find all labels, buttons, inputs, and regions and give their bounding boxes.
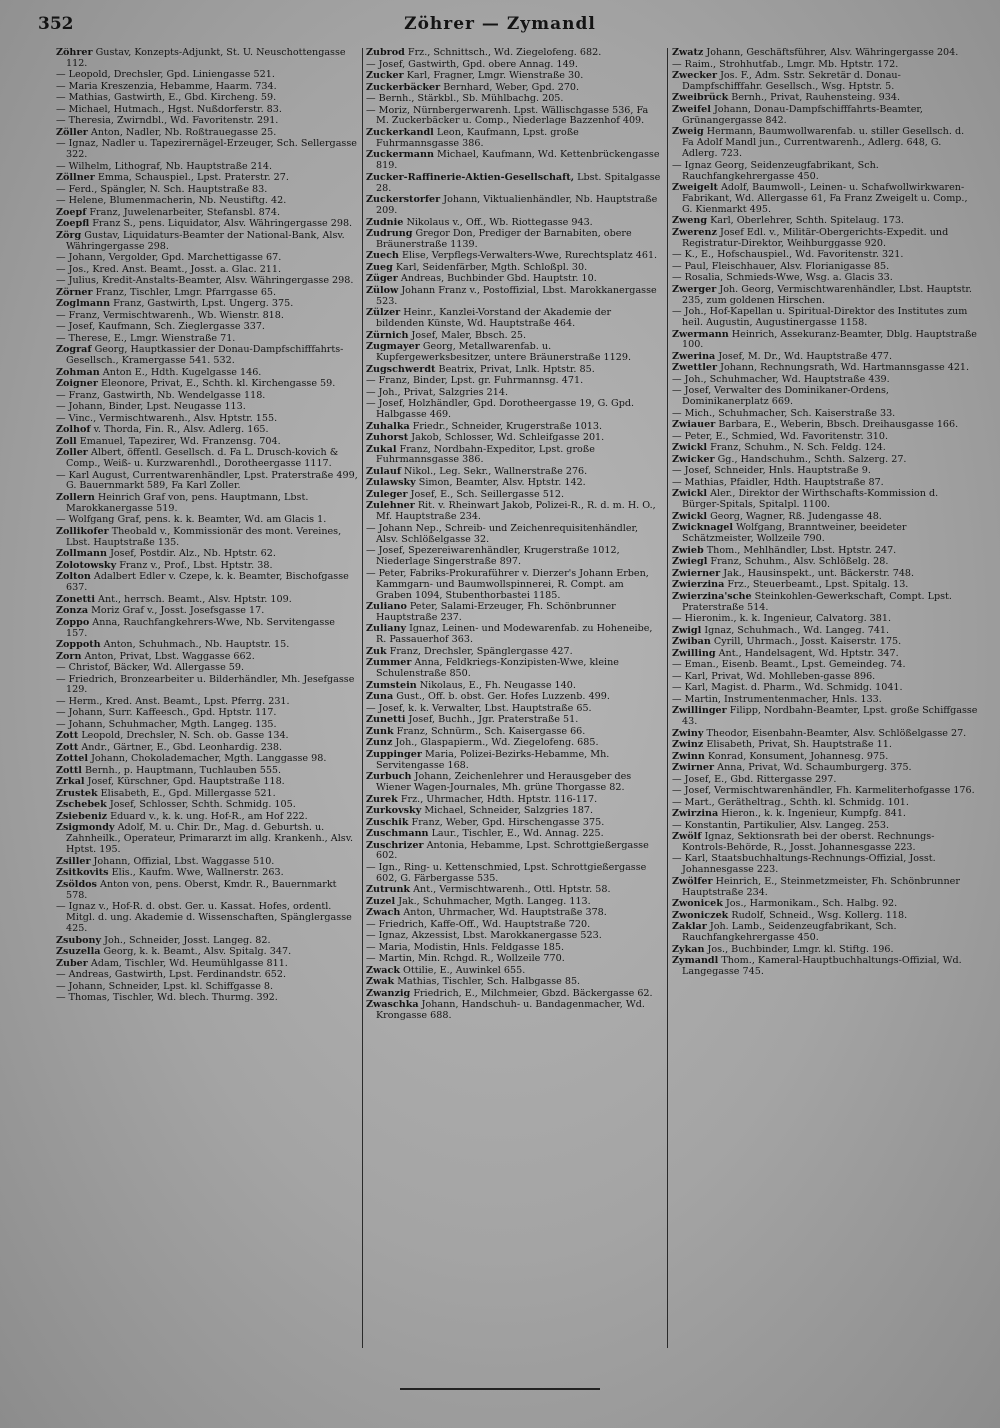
directory-entry: Zweifel Johann, Donau-Dampfschifffahrts-Beamter, Grünangergasse 842. (672, 103, 923, 126)
directory-entry: Zuleger Josef, E., Sch. Seillergasse 512. (366, 488, 565, 500)
directory-entry: Zuckerkandl Leon, Kaufmann, Lpst. große Fuhrmannsgasse 386. (366, 126, 579, 149)
directory-entry: Zymandl Thom., Kameral-Hauptbuchhaltungs-Offizial, Wd. Langegasse 745. (672, 955, 962, 978)
directory-entry: Zwickl Franz, Schuhm., N. Sch. Feldg. 124. (672, 442, 886, 454)
directory-entry: Zwilling Ant., Handelsagent, Wd. Hptstr. 347. (672, 647, 899, 659)
directory-entry: Zaklar Joh. Lamb., Seidenzeugfabrikant, Sch. Rauchfangkehrergasse 450. (672, 921, 897, 944)
directory-entry: Zuppinger Maria, Polizei-Bezirks-Hebamme, Mh. Servitengasse 168. (366, 748, 610, 771)
directory-entry: — Peter, Fabriks-Prokuraführer v. Dierzer's Johann Erben, Kammgarn- und Baumwollspinnerei, R. Compt. am Graben 1094, Stubenthorbastei 1185. (366, 567, 649, 601)
directory-entry: Zukal Franz, Nordbahn-Expeditor, Lpst. große Fuhrmannsgasse 386. (366, 443, 595, 466)
directory-entry: Zuhalka Friedr., Schneider, Krugerstraße 1013. (366, 420, 603, 432)
directory-entry: Zoll Emanuel, Tapezirer, Wd. Franzensg. 704. (56, 435, 281, 447)
directory-entry: — Martin, Min. Rchgd. R., Wollzeile 770. (366, 953, 565, 965)
directory-entry: Zuschmann Laur., Tischler, E., Wd. Annag. 225. (366, 828, 604, 840)
directory-entry: Zwierzina Frz., Steuerbeamt., Lpst. Spitalg. 13. (672, 579, 909, 591)
directory-entry: Zwiban Cyrill, Uhrmach., Josst. Kaiserstr. 175. (672, 636, 902, 648)
directory-entry: Zülow Johann Franz v., Postoffizial, Lbst. Marokkanergasse 523. (366, 284, 657, 307)
directory-entry: — Eman., Eisenb. Beamt., Lpst. Gemeindeg. 74. (672, 659, 906, 671)
directory-entry: Zwinn Konrad, Konsument, Johannesg. 975. (672, 750, 889, 762)
directory-entry: Zwatz Johann, Geschäftsführer, Alsv. Währingergasse 204. (672, 48, 959, 58)
directory-entry: Zwaschka Johann, Handschuh- u. Bandagenmacher, Wd. Krongasse 688. (366, 999, 645, 1022)
directory-entry: — Josef, Spezereiwarenhändler, Krugerstraße 1012, Niederlage Singerstraße 897. (366, 545, 620, 568)
directory-entry: Zuech Elise, Verpflegs-Verwalters-Wwe, Rurechtsplatz 461. (366, 250, 658, 262)
directory-entry: — Julius, Kredit-Anstalts-Beamter, Alsv. Währingergasse 298. (56, 275, 354, 287)
directory-entry: — Ignaz Georg, Seidenzeugfabrikant, Sch. Rauchfangkehrergasse 450. (672, 159, 879, 182)
directory-entry: Zwiauer Barbara, E., Weberin, Bbsch. Dreihausgasse 166. (672, 419, 959, 431)
page-number: 352 (38, 14, 74, 34)
directory-entry: Zörner Franz, Tischler, Lmgr. Pfarrgasse 65. (56, 286, 277, 298)
directory-entry: — Rosalia, Schmieds-Wwe, Wsg. a. Glacis 33. (672, 272, 893, 284)
directory-entry: — Josef, k. k. Verwalter, Lbst. Hauptstraße 65. (366, 702, 592, 714)
directory-entry: — Leopold, Drechsler, Gpd. Liniengasse 521. (56, 69, 275, 81)
directory-entry: — K., E., Hofschauspiel., Wd. Favoritenstr. 321. (672, 249, 904, 261)
directory-entry: — Konstantin, Partikulier, Alsv. Langeg. 253. (672, 819, 890, 831)
directory-entry: Zott Andr., Gärtner, E., Gbd. Leonhardig. 238. (56, 741, 283, 753)
directory-entry: Zudnie Nikolaus v., Off., Wb. Riottegasse 943. (366, 216, 593, 228)
directory-entry: Zwillinger Filipp, Nordbahn-Beamter, Lpst. große Schiffgasse 43. (672, 705, 978, 727)
directory-entry: Zoigner Eleonore, Privat, E., Schth. kl. Kirchengasse 59. (56, 378, 336, 390)
directory-entry: — Josef, Holzhändler, Gpd. Dorotheergasse 19, G. Gpd. Halbgasse 469. (366, 398, 635, 421)
directory-entry: — Vinc., Vermischtwarenh., Alsv. Hptstr. 155. (56, 412, 278, 424)
directory-entry: — Franz, Binder, Lpst. gr. Fuhrmannsg. 471. (366, 375, 584, 387)
directory-entry: Zudrung Gregor Don, Prediger der Barnabiten, obere Bräunerstraße 1139. (366, 228, 632, 250)
directory-entry: Zwirner Anna, Privat, Wd. Schaumburgerg. 375. (672, 762, 912, 773)
directory-entry: Zwierner Jak., Hausinspekt., unt. Bäckerstr. 748. (672, 567, 915, 579)
directory-entry: Zwicker Gg., Handschuhm., Schth. Salzerg. 27. (672, 453, 907, 465)
directory-entry: Zwak Mathias, Tischler, Sch. Halbgasse 85. (366, 976, 581, 988)
directory-entry: — Ignaz, Nadler u. Tapezirernägel-Erzeuger, Sch. Sellergasse 322. (56, 138, 357, 161)
directory-entry: Zuckerstorfer Johann, Viktualienhändler, Nb. Hauptstraße 209. (366, 194, 658, 217)
directory-entry: — Johann, Schuhmacher, Mgth. Langeg. 135. (56, 718, 277, 730)
directory-entry: Zulauf Nikol., Leg. Sekr., Wallnerstraße 276. (366, 465, 588, 477)
directory-entry: Zuckerbäcker Bernhard, Weber, Gpd. 270. (366, 81, 580, 93)
directory-entry: Zollikofer Theobald v., Kommissionär des mont. Vereines, Lbst. Hauptstraße 135. (56, 525, 342, 548)
directory-entry: Zugmayer Georg, Metallwarenfab. u. Kupfergewerksbesitzer, untere Bräunerstraße 1129. (366, 341, 632, 364)
directory-entry: Zwirzina Hieron., k. k. Ingenieur, Kumpfg. 841. (672, 808, 906, 819)
directory-entry: Zuzel Jak., Schuhmacher, Mgth. Langeg. 113. (366, 895, 591, 907)
directory-entry: — Herm., Kred. Anst. Beamt., Lpst. Pferrg. 231. (56, 695, 290, 707)
directory-entry: Zwickl Aler., Direktor der Wirthschafts-Kommission d. Bürger-Spitals, Spitalpl. 1100. (672, 488, 939, 511)
directory-entry: — Ignaz, Akzessist, Lbst. Marokkanergasse 523. (366, 930, 602, 942)
directory-entry: Zucker-Raffinerie-Aktien-Gesellschaft, Lbst. Spitalgasse 28. (366, 171, 661, 194)
directory-entry: Zörg Gustav, Liquidaturs-Beamter der National-Bank, Alsv. Währingergasse 298. (56, 229, 345, 252)
directory-entry: — Josef, Kaufmann, Sch. Zieglergasse 337. (56, 321, 265, 333)
directory-entry: Zoglmann Franz, Gastwirth, Lpst. Ungerg. 375. (56, 298, 294, 310)
directory-entry: — Mich., Schuhmacher, Sch. Kaiserstraße 33. (672, 407, 896, 419)
directory-entry: Zuhorst Jakob, Schlosser, Wd. Schleifgasse 201. (366, 432, 605, 444)
directory-entry: Zuna Gust., Off. b. obst. Ger. Hofes Luzzenb. 499. (366, 691, 610, 703)
directory-entry: Zoller Albert, öffentl. Gesellsch. d. Fa L. Drusch-kovich & Comp., Weiß- u. Kurzwarenhdl., Dorotheergasse 1117. (56, 447, 339, 470)
directory-entry: — Karl, Privat, Wd. Mohlleben-gasse 896. (672, 670, 876, 682)
directory-entry: Zsiebeniz Eduard v., k. k. ung. Hof-R., am Hof 222. (56, 810, 308, 822)
directory-entry: Zsuzella Georg, k. k. Beamt., Alsv. Spitalg. 347. (56, 946, 292, 957)
directory-entry: Zuliano Peter, Salami-Erzeuger, Fh. Schönbrunner Hauptstraße 237. (366, 601, 616, 623)
page-header (30, 14, 970, 42)
directory-entry: — Wolfgang Graf, pens. k. k. Beamter, Wd. am Glacis 1. (56, 514, 327, 526)
directory-entry: Zunetti Josef, Buchh., Jgr. Praterstraße 51. (366, 714, 579, 726)
directory-entry: Zummer Anna, Feldkriegs-Konzipisten-Wwe, kleine Schulenstraße 850. (366, 657, 619, 680)
directory-entry: Zograf Georg, Hauptkassier der Donau-Dampfschifffahrts-Gesellsch., Kramergasse 541. 532. (56, 344, 344, 367)
directory-entry: Zsiller Johann, Offizial, Lbst. Waggasse 510. (56, 855, 275, 867)
directory-entry: Zottl Bernh., p. Hauptmann, Tuchlauben 555. (56, 764, 282, 776)
directory-entry: Zugschwerdt Beatrix, Privat, Lnlk. Hptstr. 85. (366, 363, 595, 375)
directory-entry: Zutrunk Ant., Vermischtwarenh., Ottl. Hptstr. 58. (366, 884, 611, 896)
directory-entry: — Raim., Strohhutfab., Lmgr. Mb. Hptstr. 172. (672, 58, 899, 70)
directory-entry: Zollmann Josef, Postdir. Alz., Nb. Hptstr. 62. (56, 548, 276, 560)
directory-entry: Zwölfer Heinrich, E., Steinmetzmeister, Fh. Schönbrunner Hauptstraße 234. (672, 875, 960, 898)
directory-entry: — Franz, Vermischtwarenh., Wb. Wienstr. 818. (56, 309, 284, 321)
directory-entry: Zsigmondy Adolf, M. u. Chir. Dr., Mag. d. Geburtsh. u. Zahnheilk., Operateur, Primararzt im allg. Krankenh., Alsv. Hptst. 195. (56, 822, 354, 856)
directory-entry: Zueg Karl, Seidenfärber, Mgth. Schloßpl. 30. (366, 261, 588, 273)
directory-entry: Züger Andreas, Buchbinder Gbd. Hauptstr. 10. (366, 273, 597, 285)
directory-entry: Zwach Anton, Uhrmacher, Wd. Hauptstraße 378. (366, 907, 607, 919)
directory-entry: — Andreas, Gastwirth, Lpst. Ferdinandstr. 652. (56, 969, 287, 980)
directory-entry: Zwecker Jos. F., Adm. Sstr. Sekretär d. Donau-Dampfschifffahr. Gesellsch., Wsg. Hptstr. 5. (672, 70, 901, 92)
directory-entry: Zwerina Josef, M. Dr., Wd. Hauptstraße 477. (672, 350, 893, 362)
directory-entry: Zoppoth Anton, Schuhmach., Nb. Hauptstr. 15. (56, 639, 290, 651)
directory-entry: Zsubony Joh., Schneider, Josst. Langeg. 82. (56, 934, 271, 946)
directory-entry: — Jos., Kred. Anst. Beamt., Josst. a. Glac. 211. (56, 263, 282, 275)
directory-entry: Zunz Joh., Glaspapierm., Wd. Ziegelofeng. 685. (366, 737, 599, 749)
directory-entry: Zöllner Emma, Schauspiel., Lpst. Praterstr. 27. (56, 172, 289, 184)
directory-entry: — Ferd., Spängler, N. Sch. Hauptstraße 83. (56, 183, 268, 195)
directory-entry: — Josef, Verwalter des Dominikaner-Ordens, Dominikanerplatz 669. (672, 385, 889, 408)
directory-entry: — Mart., Gerätheltrag., Schth. kl. Schmidg. 101. (672, 796, 909, 808)
directory-entry: Zott Leopold, Drechsler, N. Sch. ob. Gasse 134. (56, 730, 289, 742)
directory-entry: — Maria, Modistin, Hnls. Feldgasse 185. (366, 941, 565, 953)
directory-entry: Zohman Anton E., Hdth. Kugelgasse 146. (56, 366, 262, 378)
directory-entry: — Karl, Staatsbuchhaltungs-Rechnungs-Offizial, Josst. Johannesgasse 223. (672, 853, 936, 876)
column-middle (366, 48, 662, 1368)
directory-entry: Zuschik Franz, Weber, Gpd. Hirschengasse 375. (366, 816, 605, 828)
directory-entry: — Peter, E., Schmied, Wd. Favoritenstr. 310. (672, 430, 889, 442)
directory-entry: Zunk Franz, Schnürm., Sch. Kaisergasse 66. (366, 725, 586, 737)
directory-entry: Zwerenz Josef Edl. v., Militär-Obergerichts-Expedit. und Registratur-Direktor, Weihburggasse 920. (672, 226, 949, 249)
directory-entry: Zwerger Joh. Georg, Vermischtwarenhändler, Lbst. Hauptstr. 235, zum goldenen Hirschen. (672, 283, 972, 306)
directory-entry: Zuckermann Michael, Kaufmann, Wd. Kettenbrückengasse 819. (366, 149, 660, 172)
directory-entry: Zulehner Rit. v. Rheinwart Jakob, Polizei-R., R. d. m. H. O., Mf. Hauptstraße 234. (366, 500, 656, 523)
directory-entry: Zykan Jos., Buchbinder, Lmgr. kl. Stiftg. 196. (672, 943, 894, 955)
directory-entry: Zrustek Elisabeth, E., Gpd. Millergasse 521. (56, 787, 276, 799)
directory-entry: — Karl August, Currentwarenhändler, Lpst. Praterstraße 499, G. Bauernmarkt 589, Fa Karl Zoller. (56, 469, 358, 492)
directory-entry: Zoepfl Franz S., pens. Liquidator, Alsv. Währingergasse 298. (56, 218, 353, 230)
directory-entry: — Johann Nep., Schreib- und Zeichenrequisitenhändler, Alsv. Schlößelgasse 32. (366, 522, 639, 545)
directory-entry: Zwiny Theodor, Eisenbahn-Beamter, Alsv. Schlößelgasse 27. (672, 727, 967, 739)
directory-entry: Zottel Johann, Chokolademacher, Mgth. Langgasse 98. (56, 753, 327, 765)
page-title: Zöhrer — Zymandl (404, 14, 596, 34)
directory-entry: Zurbuch Johann, Zeichenlehrer und Herausgeber des Wiener Wagen-Journales, Mh. grüne Thorgasse 82. (366, 771, 632, 794)
directory-entry: Zrkal Josef, Kürschner, Gpd. Hauptstraße 118. (56, 776, 285, 788)
directory-entry: Zubrod Frz., Schnittsch., Wd. Ziegelofeng. 682. (366, 48, 602, 58)
directory-entry: — Friedrich, Bronzearbeiter u. Bilderhändler, Mh. Jesefgasse 129. (56, 673, 355, 696)
directory-entry: Zuk Franz, Drechsler, Spänglergasse 427. (366, 645, 573, 657)
directory-entry: — Maria Kreszenzia, Hebamme, Haarm. 734. (56, 80, 277, 92)
column-divider (667, 48, 668, 1348)
directory-entry: Zwiegl Franz, Schuhm., Alsv. Schlößelg. 28. (672, 556, 889, 568)
directory-entry: Zülzer Heinr., Kanzlei-Vorstand der Akademie der bildenden Künste, Wd. Hauptstraße 464. (366, 307, 612, 330)
directory-entry: Zuschrizer Antonia, Hebamme, Lpst. Schrottgießergasse 602. (366, 839, 649, 862)
directory-entry: — Paul, Fleischhauer, Alsv. Florianigasse 85. (672, 260, 890, 272)
directory-entry: Zorn Anton, Privat, Lbst. Waggasse 662. (56, 650, 255, 662)
directory-entry: Zwoniczek Rudolf, Schneid., Wsg. Kollerg. 118. (672, 909, 908, 921)
directory-entry: — Karl, Magist. d. Pharm., Wd. Schmidg. 1041. (672, 682, 903, 694)
directory-entry: Zolton Adalbert Edler v. Czepe, k. k. Beamter, Bischofgasse 637. (56, 571, 349, 594)
directory-entry: Zweig Hermann, Baumwollwarenfab. u. stiller Gesellsch. d. Fa Adolf Mandl jun., Currentwarenh., Adlerg. 648, G. Adlerg. 723. (672, 126, 965, 160)
directory-entry: Zschebek Josef, Schlosser, Schth. Schmidg. 105. (56, 799, 296, 811)
footer-rule (400, 1388, 600, 1390)
directory-entry: Zwickl Georg, Wagner, Rß. Judengasse 48. (672, 510, 882, 522)
directory-entry: Zwigl Ignaz, Schuhmach., Wd. Langeg. 741. (672, 624, 890, 636)
directory-entry: — Josef, Vermischtwarenhändler, Fh. Karmeliterhofgasse 176. (672, 785, 975, 796)
directory-entry: — Therese, E., Lmgr. Wienstraße 71. (56, 332, 236, 344)
directory-entry: — Franz, Gastwirth, Nb. Wendelgasse 118. (56, 389, 266, 401)
directory-entry: — Michael, Hutmach., Hgst. Nußdorferstr. 83. (56, 103, 282, 115)
directory-entry: Zwonicek Jos., Harmonikam., Sch. Halbg. 92. (672, 898, 898, 910)
directory-entry: — Christof, Bäcker, Wd. Allergasse 59. (56, 662, 245, 674)
directory-entry: Zsitkovits Elis., Kaufm. Wwe, Wallnerstr. 263. (56, 867, 284, 879)
directory-entry: — Joh., Schuhmacher, Wd. Hauptstraße 439. (672, 373, 890, 385)
directory-entry: Zsöldos Anton von, pens. Oberst, Kmdr. R., Bauernmarkt 578. (56, 878, 337, 901)
directory-entry: — Josef, E., Gbd. Rittergasse 297. (672, 773, 837, 785)
directory-entry: — Moriz, Nürnbergerwarenh. Lpst. Wällischgasse 536, Fa M. Zuckerbäcker u. Comp., Niederlage Bazzenhof 409. (366, 104, 649, 127)
directory-entry: Zwicknagel Wolfgang, Branntweiner, beeideter Schätzmeister, Wollzeile 790. (672, 522, 907, 545)
directory-entry: — Wilhelm, Lithograf, Nb. Hauptstraße 214. (56, 160, 273, 172)
directory-entry: Zonza Moriz Graf v., Josst. Josefsgasse 17. (56, 605, 265, 617)
directory-entry: Zöller Anton, Nadler, Nb. Roßtrauegasse 25. (56, 126, 277, 138)
directory-entry: — Mathias, Gastwirth, E., Gbd. Kircheng. 59. (56, 92, 277, 104)
directory-entry: Zollern Heinrich Graf von, pens. Hauptmann, Lbst. Marokkanergasse 519. (56, 491, 309, 514)
directory-entry: Zuliany Ignaz, Leinen- und Modewarenfab. zu Hoheneibe, R. Passauerhof 363. (366, 623, 653, 646)
directory-entry: Zoepf Franz, Juwelenarbeiter, Stefansbl. 874. (56, 206, 281, 218)
directory-entry: Zwinz Elisabeth, Privat, Sh. Hauptstraße 11. (672, 739, 892, 750)
directory-entry: — Ignaz v., Hof-R. d. obst. Ger. u. Kassat. Hofes, ordentl. Mitgl. d. ung. Akademie d. Wissenschaften, Spänglergasse 425. (56, 901, 352, 934)
directory-entry: Zürnich Josef, Maler, Bbsch. 25. (366, 329, 527, 341)
directory-entry: Zulawsky Simon, Beamter, Alsv. Hptstr. 142. (366, 477, 586, 489)
directory-entry: Zwanzig Friedrich, E., Milchmeier, Gbzd. Bäckergasse 62. (366, 987, 653, 999)
directory-entry: — Johann, Vergolder, Gpd. Marchettigasse 67. (56, 252, 282, 264)
directory-entry: Zwierzina'sche Steinkohlen-Gewerkschaft, Compt. Lpst. Praterstraße 514. (672, 590, 952, 613)
directory-entry: Zwieb Thom., Mehlhändler, Lbst. Hptstr. 247. (672, 544, 897, 556)
directory-entry: — Theresia, Zwirndbl., Wd. Favoritenstr. 291. (56, 115, 279, 127)
directory-entry: — Bernh., Stärkbl., Sb. Mühlbachg. 205. (366, 93, 564, 104)
directory-entry: Zweng Karl, Oberlehrer, Schth. Spitelaug. 173. (672, 215, 904, 227)
directory-entry: — Ign., Ring- u. Kettenschmied, Lpst. Schrottgießergasse 602, G. Färbergasse 535. (366, 861, 647, 884)
directory-entry: Zwack Ottilie, E., Auwinkel 655. (366, 964, 526, 976)
directory-entry: Zwölf Ignaz, Sektionsrath bei der oberst. Rechnungs-Kontrols-Behörde, R., Josst. Johannesgasse 223. (672, 831, 935, 853)
directory-entry: Zweigelt Adolf, Baumwoll-, Leinen- u. Schafwollwirkwaren-Fabrikant, Wd. Allergasse 61, Fa Franz Zweigelt u. Comp., G. Kienmarkt 495. (672, 182, 968, 215)
directory-entry: — Josef, Gastwirth, Gpd. obere Annag. 149. (366, 58, 578, 70)
directory-entry: Zöhrer Gustav, Konzepts-Adjunkt, St. U. Neuschottengasse 112. (56, 48, 346, 69)
directory-entry: — Martin, Instrumentenmacher, Hnls. 133. (672, 693, 882, 705)
directory-entry: Zwermann Heinrich, Assekuranz-Beamter, Dblg. Hauptstraße 100. (672, 328, 977, 351)
directory-entry: — Friedrich, Kaffe-Off., Wd. Hauptstraße 720. (366, 918, 591, 930)
directory-entry: Zucker Karl, Fragner, Lmgr. Wienstraße 30. (366, 70, 584, 81)
directory-entry: — Thomas, Tischler, Wd. blech. Thurmg. 392. (56, 992, 278, 1003)
column-right (672, 48, 978, 1368)
directory-entry: Zoppo Anna, Rauchfangkehrers-Wwe, Nb. Servitengasse 157. (56, 616, 335, 639)
directory-entry: — Johann, Surr. Kaffeesch., Gpd. Hptstr. 117. (56, 707, 277, 719)
directory-entry: Zweibrück Bernh., Privat, Rauhensteing. 934. (672, 92, 901, 104)
directory-entry: Zonetti Ant., herrsch. Beamt., Alsv. Hptstr. 109. (56, 593, 292, 605)
directory-entry: — Joh., Hof-Kapellan u. Spiritual-Direktor des Institutes zum heil. Augustin, Augustinergasse 1158. (672, 306, 968, 329)
directory-entry: — Joh., Privat, Salzgries 214. (366, 386, 509, 398)
directory-entry: — Johann, Binder, Lpst. Neugasse 113. (56, 401, 246, 413)
directory-entry: Zurkovsky Michael, Schneider, Salzgries 187. (366, 805, 594, 817)
directory-entry: Zolhof v. Thorda, Fin. R., Alsv. Adlerg. 165. (56, 424, 269, 436)
directory-entry: — Josef, Schneider, Hnls. Hauptstraße 9. (672, 465, 871, 477)
directory-entry: Zolotowsky Franz v., Prof., Lbst. Hptstr. 38. (56, 559, 273, 571)
directory-entry: Zwettler Johann, Rechnungsrath, Wd. Hartmannsgasse 421. (672, 362, 970, 374)
directory-entry: Zumstein Nikolaus, E., Fh. Neugasse 140. (366, 679, 576, 691)
column-left (56, 48, 358, 1368)
directory-entry: Zurek Frz., Uhrmacher, Hdth. Hptstr. 116-117. (366, 793, 598, 805)
directory-entry: Zuber Adam, Tischler, Wd. Heumühlgasse 811. (56, 957, 288, 969)
directory-entry: — Hieronim., k. k. Ingenieur, Calvatorg. 381. (672, 613, 892, 625)
directory-entry: — Helene, Blumenmacherin, Nb. Neustiftg. 42. (56, 195, 287, 207)
directory-entry: — Johann, Schneider, Lpst. kl. Schiffgasse 8. (56, 980, 274, 992)
directory-entry: — Mathias, Pfaidler, Hdth. Hauptstraße 87. (672, 476, 884, 488)
column-divider (362, 48, 363, 1348)
